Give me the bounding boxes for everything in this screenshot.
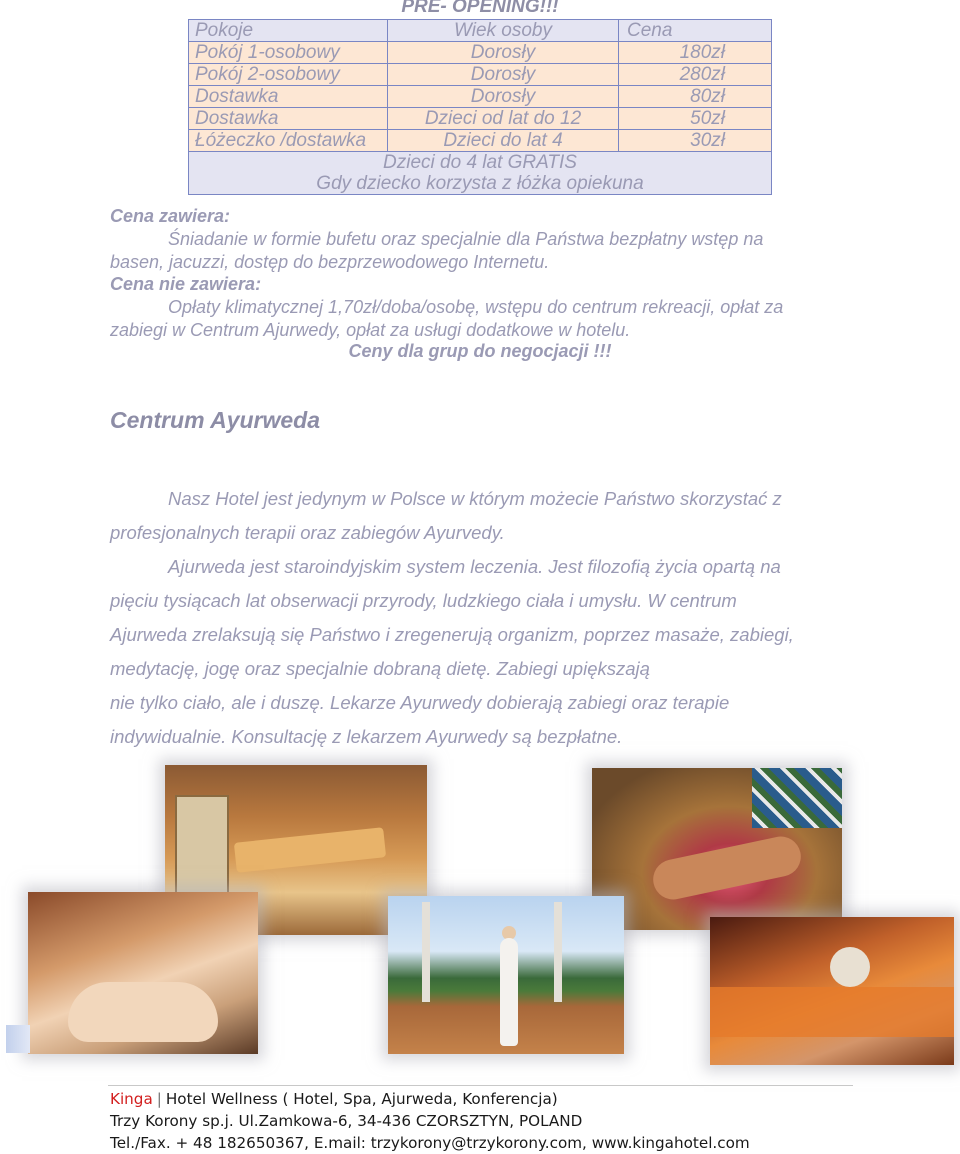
page-edge-tab — [6, 1025, 30, 1053]
price-cell: 50zł — [619, 108, 772, 130]
room-cell: Łóżeczko /dostawka — [189, 130, 388, 152]
price-cell: 180zł — [619, 42, 772, 64]
age-cell: Dzieci od lat do 12 — [388, 108, 619, 130]
excludes-block — [110, 273, 870, 342]
table-row — [189, 108, 772, 130]
paragraph-line: pięciu tysiącach lat obserwacji przyrody, ludzkiego ciała i umysłu. W centrum — [110, 590, 737, 611]
massage-photo — [710, 917, 954, 1065]
table-header-row — [189, 20, 772, 42]
guardian-bed-note: Gdy dziecko korzysta z łóżka opiekuna — [189, 173, 772, 195]
excludes-label: Cena nie zawiera: — [110, 274, 262, 294]
price-cell: 280zł — [619, 64, 772, 86]
paragraph-line: nie tylko ciało, ale i duszę. Lekarze Ayurwedy dobierają zabiegi oraz terapie — [110, 692, 730, 713]
room-cell: Pokój 1-osobowy — [189, 42, 388, 64]
table-note-row — [189, 173, 772, 195]
price-table — [188, 19, 772, 195]
room-cell: Dostawka — [189, 108, 388, 130]
paragraph-line: Nasz Hotel jest jedynym w Polsce w którym możecie Państwo skorzystać z — [168, 488, 782, 509]
price-cell: 30zł — [619, 130, 772, 152]
paragraph-line: indywidualnie. Konsultację z lekarzem Ayurwedy są bezpłatne. — [110, 726, 623, 747]
paragraph-line: Ajurweda zrelaksują się Państwo i zregenerują organizm, poprzez masaże, zabiegi, — [110, 624, 794, 645]
outdoor-yoga-photo — [388, 896, 624, 1054]
includes-block — [110, 205, 870, 274]
footer-line-brand: Kinga | Hotel Wellness ( Hotel, Spa, Ajurweda, Konferencja) — [110, 1090, 558, 1108]
includes-text-line: basen, jacuzzi, dostęp do bezprzewodowego Internetu. — [110, 252, 550, 272]
age-cell: Dorosły — [388, 86, 619, 108]
excludes-text-line: Opłaty klimatycznej 1,70zł/doba/osobę, wstępu do centrum rekreacji, opłat za — [168, 297, 784, 317]
table-row — [189, 130, 772, 152]
age-cell: Dorosły — [388, 64, 619, 86]
header-price: Cena — [619, 20, 772, 42]
footer-address: Trzy Korony sp.j. Ul.Zamkowa-6, 34-436 CZORSZTYN, POLAND — [110, 1112, 583, 1130]
children-free-note: Dzieci do 4 lat GRATIS — [189, 152, 772, 174]
face-treatment-photo — [28, 892, 258, 1054]
group-price-note: Ceny dla grup do negocjacji !!! — [348, 341, 612, 361]
intro-paragraph — [110, 482, 870, 754]
paragraph-line: Ajurweda jest staroindyjskim system leczenia. Jest filozofią życia opartą na — [168, 556, 781, 577]
table-row — [189, 86, 772, 108]
brand-name: Kinga — [110, 1090, 153, 1108]
table-row — [189, 64, 772, 86]
paragraph-line: medytację, jogę oraz specjalnie dobraną dietę. Zabiegi upiększają — [110, 658, 650, 679]
page-title: PRE- OPENING!!! — [401, 0, 559, 17]
footer-contact: Tel./Fax. + 48 182650367, E.mail: trzykorony@trzykorony.com, www.kingahotel.com — [110, 1134, 750, 1152]
price-cell: 80zł — [619, 86, 772, 108]
header-rooms: Pokoje — [189, 20, 388, 42]
room-cell: Pokój 2-osobowy — [189, 64, 388, 86]
section-title: Centrum Ayurweda — [110, 407, 321, 433]
table-row — [189, 42, 772, 64]
includes-label: Cena zawiera: — [110, 206, 231, 226]
footer — [110, 1088, 910, 1154]
header-age: Wiek osoby — [388, 20, 619, 42]
excludes-text-line: zabiegi w Centrum Ajurwedy, opłat za usługi dodatkowe w hotelu. — [110, 320, 631, 340]
paragraph-line: profesjonalnych terapii oraz zabiegów Ayurvedy. — [110, 522, 505, 543]
room-cell: Dostawka — [189, 86, 388, 108]
brand-tagline: Hotel Wellness ( Hotel, Spa, Ajurweda, Konferencja) — [165, 1090, 558, 1108]
age-cell: Dzieci do lat 4 — [388, 130, 619, 152]
age-cell: Dorosły — [388, 42, 619, 64]
table-note-row — [189, 152, 772, 174]
includes-text-line: Śniadanie w formie bufetu oraz specjalnie dla Państwa bezpłatny wstęp na — [168, 229, 764, 249]
footer-divider — [108, 1085, 853, 1086]
foot-bath-photo — [592, 768, 842, 930]
